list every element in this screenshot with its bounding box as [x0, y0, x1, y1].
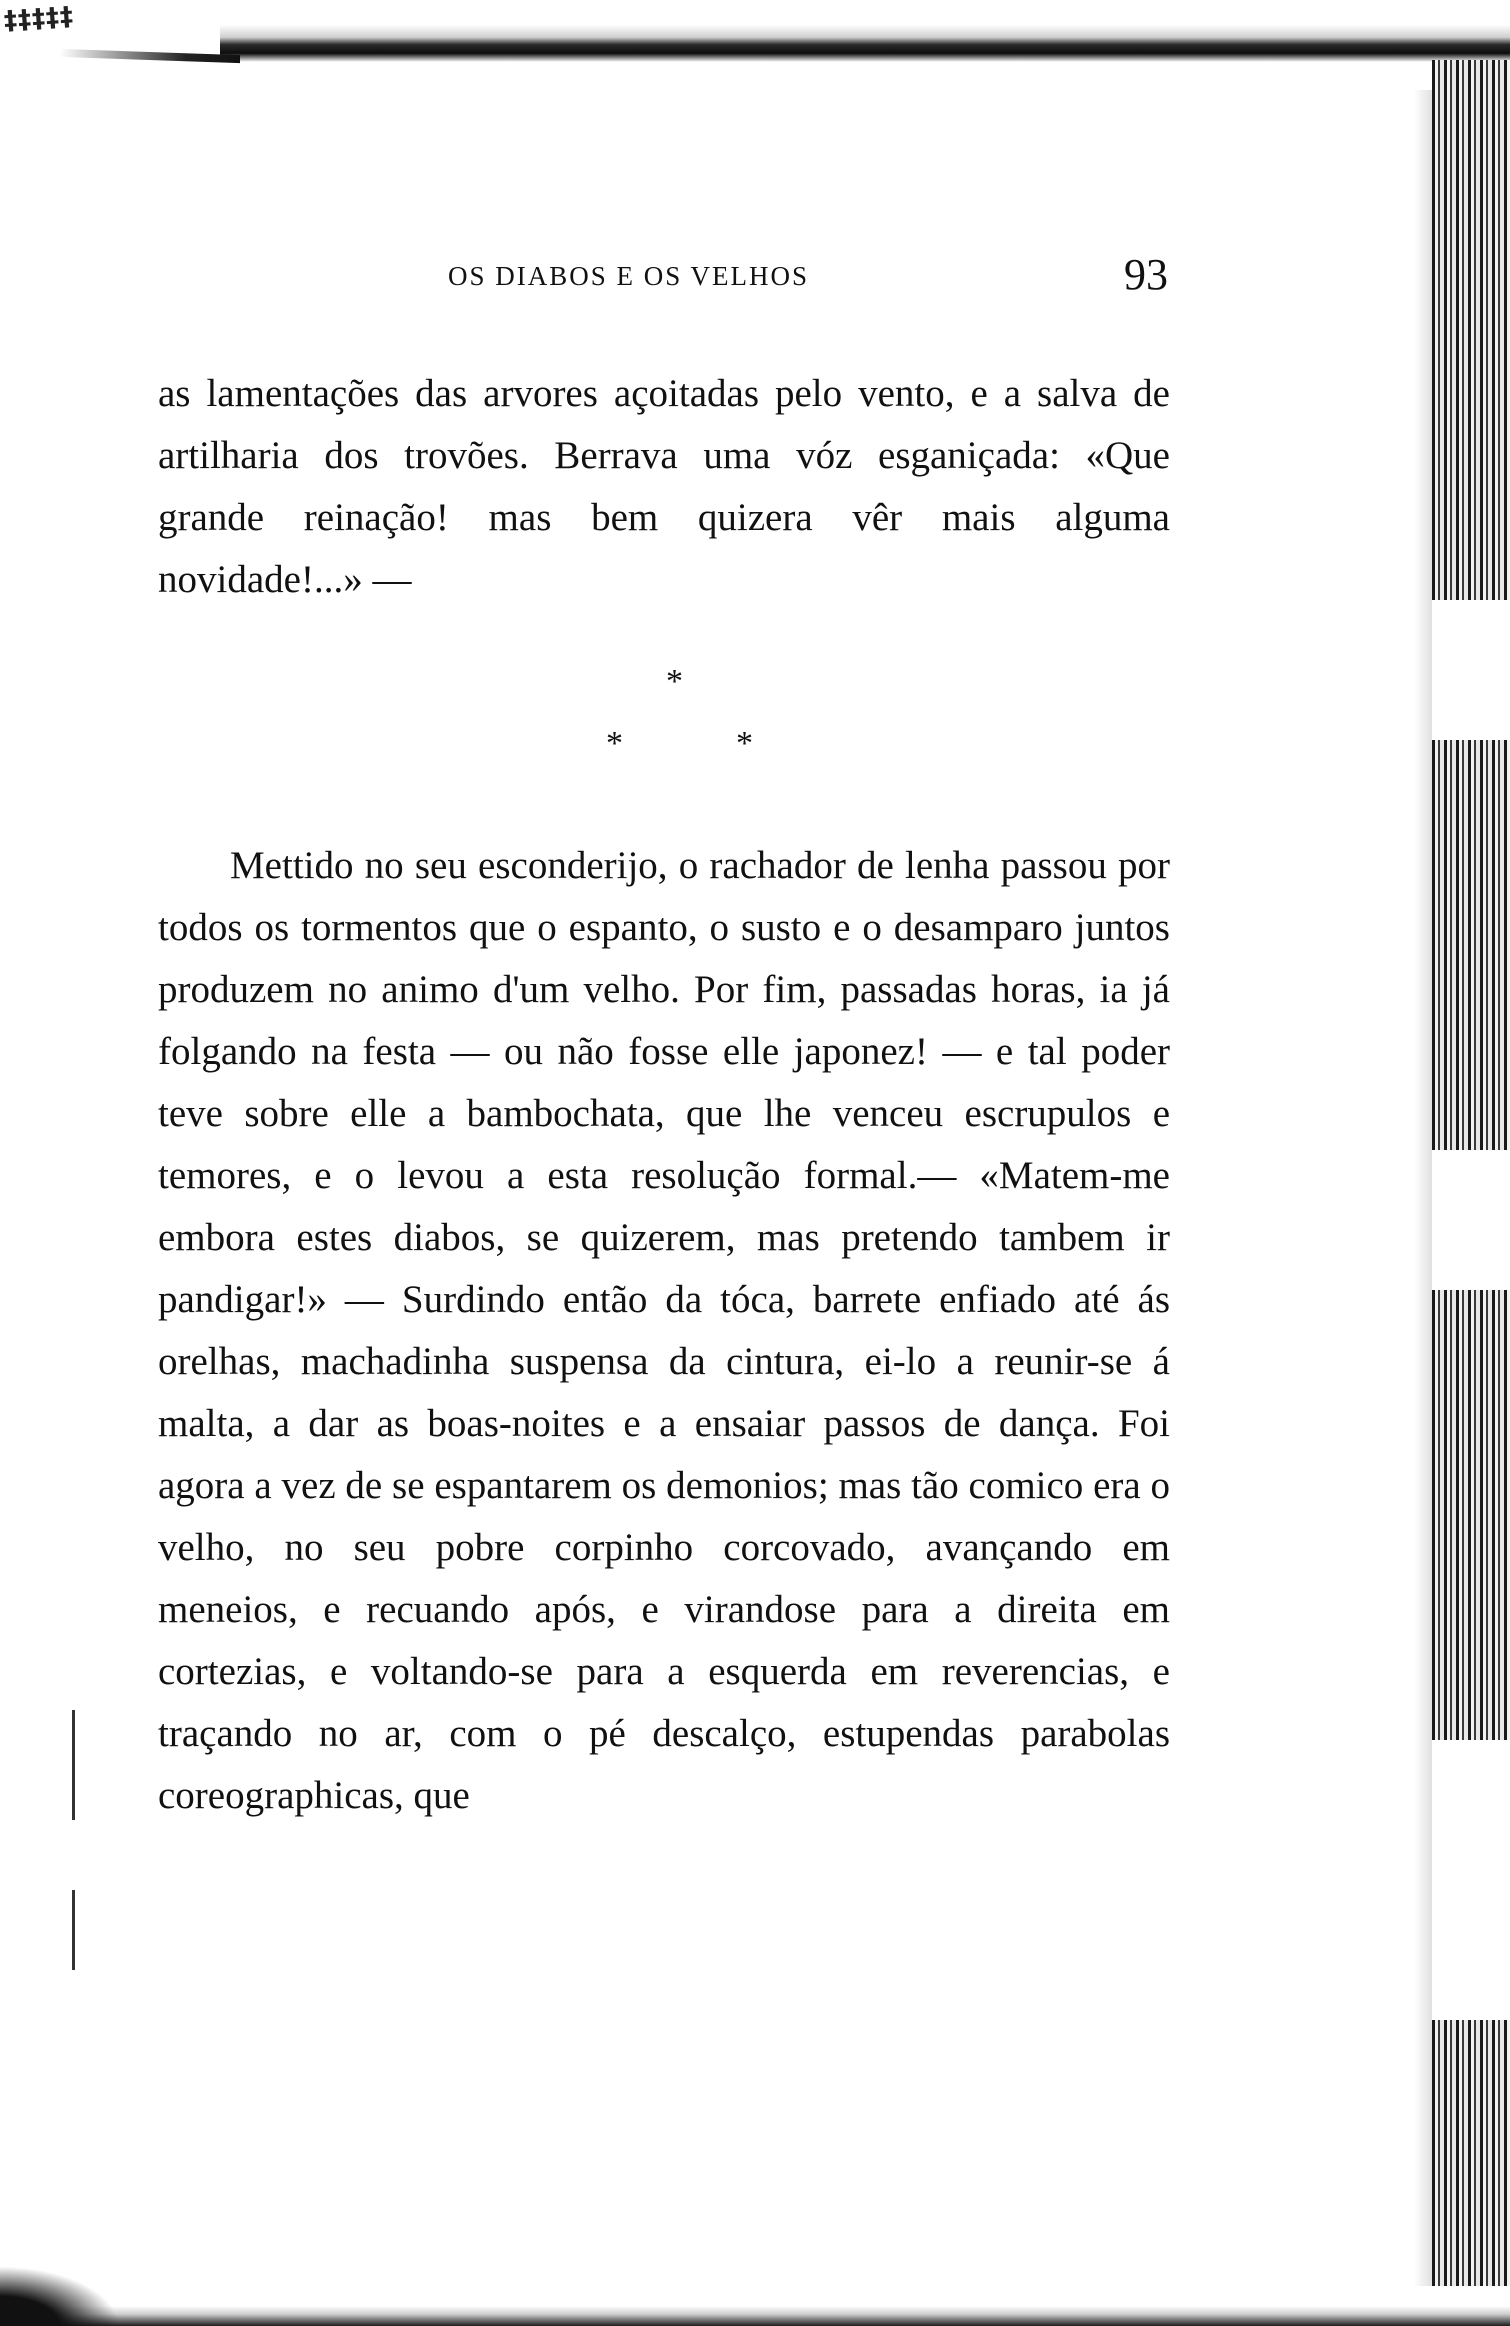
asterisk-icon: * — [736, 725, 753, 762]
scan-right-edge-gap — [1432, 600, 1510, 740]
paragraph: as lamentações das arvores açoitadas pelo vento, e a salva de artilharia dos trovões. Berrava uma vóz esganiçada: «Que grande reinação! mas bem quizera vêr mais alguma novidade!...» — — [158, 372, 1170, 601]
page-fold-shadow — [1414, 90, 1432, 2326]
asterism-separator — [158, 615, 1178, 835]
asterisk-icon: * — [666, 663, 683, 700]
book-page — [158, 250, 1178, 1827]
running-head-title: OS DIABOS E OS VELHOS — [448, 261, 810, 291]
scan-bottom-edge — [40, 2286, 1510, 2326]
scan-left-mark — [72, 1710, 75, 1820]
running-head — [158, 250, 1178, 315]
paragraph: Mettido no seu esconderijo, o rachador de lenha passou por todos os tormentos que o espanto, o susto e o desamparo juntos produzem no animo d'um velho. Por fim, passadas horas, ia já folgando na festa — ou não fosse elle japonez! — e tal poder teve sobre elle a bambochata, que lhe venceu escrupulos e temores, e o levou a esta resolução formal.— «Matem-me embora estes diabos, se quizerem, mas pretendo tambem ir pandigar!» — Surdindo então da tóca, barrete enfiado até ás orelhas, machadinha suspensa da cintura, ei-lo a reunir-se á malta, a dar as boas-noites e a ensaiar passos de dança. Foi agora a vez de se espantarem os demonios; mas tão comico era o velho, no seu pobre corpinho corcovado, avançando em meneios, e recuando após, e virandose para a direita em cortezias, e voltando-se para a esquerda em reverencias, e traçando no ar, com o pé descalço, estupendas parabolas coreographicas, que — [158, 844, 1170, 1817]
scan-right-edge-gap — [1432, 1740, 1510, 2020]
asterisk-icon: * — [606, 725, 623, 762]
page-number: 93 — [1124, 250, 1168, 299]
scan-bottom-left-curl — [0, 2266, 120, 2326]
scan-marks: ‡‡‡‡‡ — [3, 1, 75, 37]
scan-right-edge-gap — [1432, 1150, 1510, 1290]
scan-left-mark — [72, 1890, 75, 1970]
scan-top-edge — [0, 0, 1510, 62]
